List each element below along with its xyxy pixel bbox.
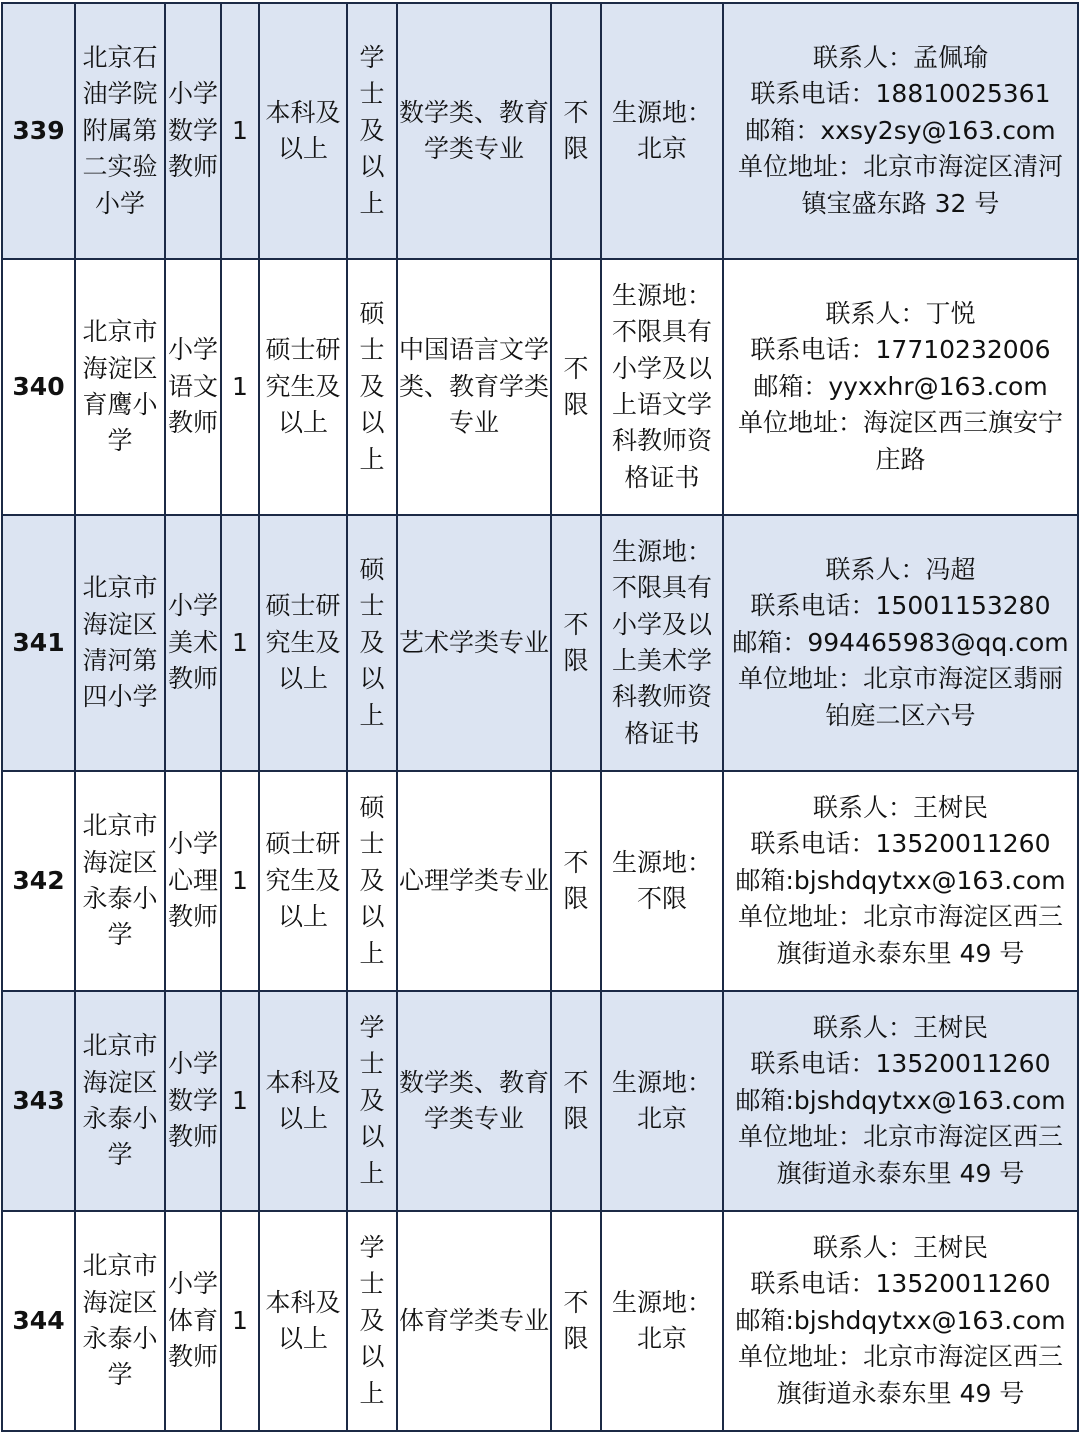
contact-address: 单位地址：北京市海淀区西三 (737, 1122, 1063, 1152)
contact-email: 邮箱:bjshdqytxx@163.com (735, 1085, 1066, 1115)
contact-info (723, 515, 1078, 771)
degree-requirement: 学士及以上 (347, 3, 397, 259)
contact-person: 联系人：冯超 (825, 554, 976, 584)
recruitment-table (1, 2, 1079, 1432)
contact-info (723, 259, 1078, 515)
hiring-count: 1 (221, 771, 259, 991)
table-row (2, 1211, 1078, 1431)
contact-info (723, 991, 1078, 1211)
table-row (2, 3, 1078, 259)
contact-address-cont: 镇宝盛东路 32 号 (801, 188, 1000, 218)
education-requirement: 硕士研究生及以上 (259, 771, 347, 991)
major-requirement: 艺术学类专业 (397, 515, 551, 771)
contact-phone: 联系电话：13520011260 (750, 1269, 1051, 1299)
major-requirement: 心理学类专业 (397, 771, 551, 991)
contact-email: 邮箱：yyxxhr@163.com (753, 371, 1048, 401)
employer-name: 北京市海淀区清河第四小学 (75, 515, 165, 771)
hiring-count: 1 (221, 991, 259, 1211)
contact-address: 单位地址：北京市海淀区清河 (737, 152, 1063, 182)
contact-person: 联系人：王树民 (812, 792, 988, 822)
contact-address-cont: 铂庭二区六号 (825, 700, 976, 730)
education-requirement: 本科及以上 (259, 1211, 347, 1431)
major-requirement: 数学类、教育学类专业 (397, 991, 551, 1211)
political-status: 不限 (551, 991, 601, 1211)
major-requirement: 数学类、教育学类专业 (397, 3, 551, 259)
row-number: 342 (2, 771, 75, 991)
degree-requirement: 硕士及以上 (347, 771, 397, 991)
hiring-count: 1 (221, 1211, 259, 1431)
row-number: 344 (2, 1211, 75, 1431)
contact-address-cont: 旗街道永泰东里 49 号 (776, 938, 1025, 968)
major-requirement: 体育学类专业 (397, 1211, 551, 1431)
other-requirements: 生源地：不限具有小学及以上语文学科教师资格证书 (601, 259, 723, 515)
contact-info (723, 771, 1078, 991)
contact-address: 单位地址：北京市海淀区翡丽 (737, 664, 1063, 694)
table-row (2, 771, 1078, 991)
contact-person: 联系人：孟佩瑜 (812, 42, 988, 72)
row-number: 340 (2, 259, 75, 515)
position-name: 小学语文教师 (165, 259, 221, 515)
political-status: 不限 (551, 771, 601, 991)
contact-email: 邮箱：xxsy2sy@163.com (745, 115, 1056, 145)
employer-name: 北京市海淀区永泰小学 (75, 991, 165, 1211)
contact-phone: 联系电话：13520011260 (750, 829, 1051, 859)
other-requirements: 生源地：不限 (601, 771, 723, 991)
position-name: 小学心理教师 (165, 771, 221, 991)
political-status: 不限 (551, 259, 601, 515)
degree-requirement: 硕士及以上 (347, 515, 397, 771)
contact-person: 联系人：王树民 (812, 1232, 988, 1262)
education-requirement: 本科及以上 (259, 3, 347, 259)
row-number: 343 (2, 991, 75, 1211)
contact-phone: 联系电话：17710232006 (750, 335, 1051, 365)
contact-email: 邮箱:bjshdqytxx@163.com (735, 1305, 1066, 1335)
other-requirements: 生源地：北京 (601, 1211, 723, 1431)
table-row (2, 991, 1078, 1211)
contact-address: 单位地址：海淀区西三旗安宁 (737, 408, 1063, 438)
other-requirements: 生源地：北京 (601, 3, 723, 259)
table-row (2, 515, 1078, 771)
education-requirement: 硕士研究生及以上 (259, 515, 347, 771)
employer-name: 北京市海淀区育鹰小学 (75, 259, 165, 515)
political-status: 不限 (551, 3, 601, 259)
contact-phone: 联系电话：18810025361 (750, 79, 1051, 109)
employer-name: 北京市海淀区永泰小学 (75, 1211, 165, 1431)
position-name: 小学美术教师 (165, 515, 221, 771)
contact-person: 联系人：丁悦 (825, 298, 976, 328)
hiring-count: 1 (221, 3, 259, 259)
contact-address-cont: 旗街道永泰东里 49 号 (776, 1378, 1025, 1408)
political-status: 不限 (551, 1211, 601, 1431)
degree-requirement: 学士及以上 (347, 991, 397, 1211)
contact-info (723, 1211, 1078, 1431)
political-status: 不限 (551, 515, 601, 771)
education-requirement: 硕士研究生及以上 (259, 259, 347, 515)
contact-address: 单位地址：北京市海淀区西三 (737, 1342, 1063, 1372)
position-name: 小学数学教师 (165, 991, 221, 1211)
degree-requirement: 学士及以上 (347, 1211, 397, 1431)
row-number: 341 (2, 515, 75, 771)
contact-email: 邮箱：994465983@qq.com (732, 627, 1069, 657)
degree-requirement: 硕士及以上 (347, 259, 397, 515)
contact-email: 邮箱:bjshdqytxx@163.com (735, 865, 1066, 895)
position-name: 小学体育教师 (165, 1211, 221, 1431)
contact-address-cont: 庄路 (875, 444, 926, 474)
other-requirements: 生源地：不限具有小学及以上美术学科教师资格证书 (601, 515, 723, 771)
contact-address-cont: 旗街道永泰东里 49 号 (776, 1158, 1025, 1188)
employer-name: 北京市海淀区永泰小学 (75, 771, 165, 991)
hiring-count: 1 (221, 515, 259, 771)
other-requirements: 生源地：北京 (601, 991, 723, 1211)
row-number: 339 (2, 3, 75, 259)
position-name: 小学数学教师 (165, 3, 221, 259)
contact-address: 单位地址：北京市海淀区西三 (737, 902, 1063, 932)
contact-person: 联系人：王树民 (812, 1012, 988, 1042)
contact-info (723, 3, 1078, 259)
contact-phone: 联系电话：15001153280 (750, 591, 1051, 621)
employer-name: 北京石油学院附属第二实验小学 (75, 3, 165, 259)
table-row (2, 259, 1078, 515)
major-requirement: 中国语言文学类、教育学类专业 (397, 259, 551, 515)
education-requirement: 本科及以上 (259, 991, 347, 1211)
contact-phone: 联系电话：13520011260 (750, 1049, 1051, 1079)
hiring-count: 1 (221, 259, 259, 515)
